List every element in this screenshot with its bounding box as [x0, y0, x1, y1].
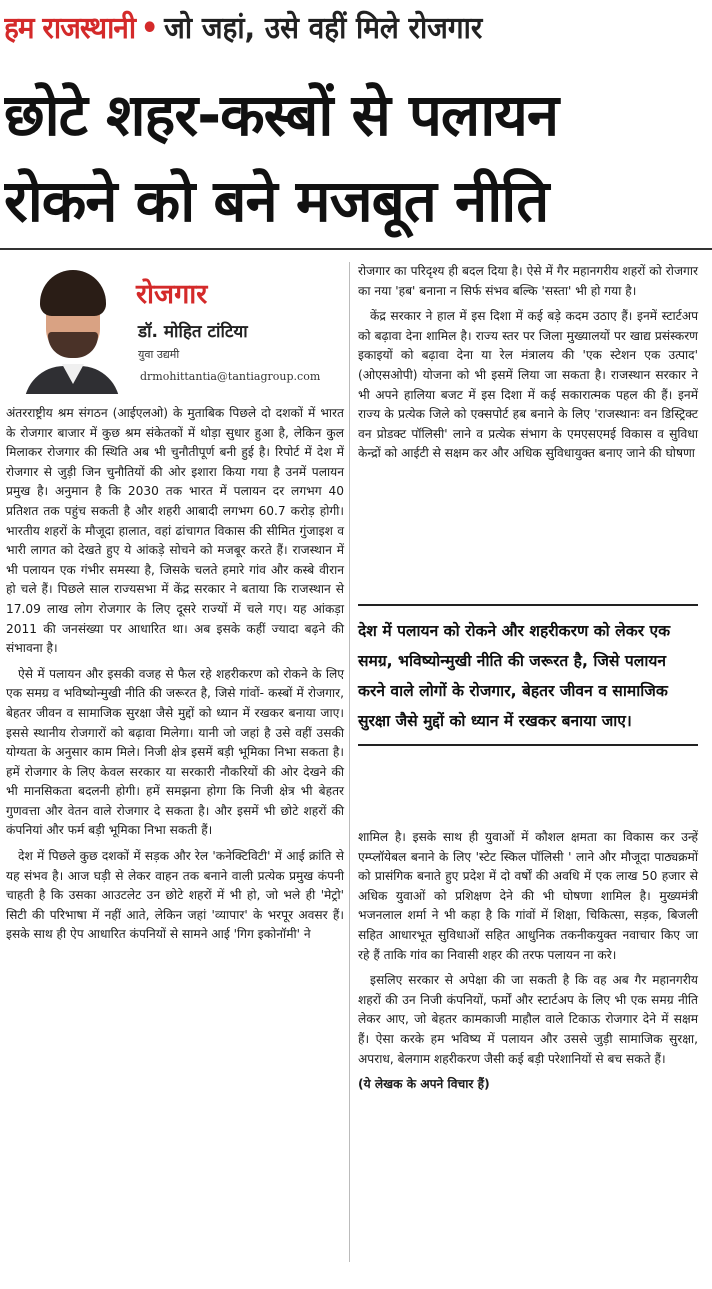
bullet-dot-icon: • — [140, 11, 159, 46]
kicker-tagline: जो जहां, उसे वहीं मिले रोजगार — [164, 11, 483, 46]
paragraph: अंतरराष्ट्रीय श्रम संगठन (आईएलओ) के मुताबिक पिछले दो दशकों में भारत के रोजगार बाजार में कुछ श्रम संकेतकों में थोड़ा सुधार हुआ है, लेकिन कुल मिलाकर रोजगार की स्थिति अब भी चुनौतीपूर्ण बनी हुई है। रिपोर्ट में देश में रोजगार से जुड़ी जिन चुनौतियों की ओर इशारा किया गया है उनमें पलायन प्रमुख है। अनुमान है कि 2030 तक भारत में पलायन दर लगभग 40 प्रतिशत तक पहुंच सकती है और शहरी आबादी लगभग 60.7 करोड़ होगी। भारतीय शहरों के मौजूदा हालात, वहां ढांचागत विकास की सीमित गुंजाइश व भारी लागत को देखते हुए ये आंकड़े सोचने को मजबूर करते हैं। राजस्थान में भी पलायन एक गंभीर समस्या है, जिसके चलते हमारे गांव और कस्बे वीरान हो चले हैं। पिछले साल राज्यसभा में केंद्र सरकार ने बताया कि राजस्थान से 17.09 लाख लोग रोजगार के लिए दूसरे राज्यों में चले गए। यह आंकड़ा 2011 की जनसंख्या पर आधारित था। अब इसके कहीं ज्यादा बढ़ने की संभावना है। — [6, 406, 344, 656]
column-divider — [349, 262, 350, 1262]
author-disclaimer: (ये लेखक के अपने विचार हैं) — [358, 1077, 490, 1092]
headline-line-2: रोकने को बने मजबूत नीति — [4, 167, 549, 235]
article-right-column-bottom — [358, 828, 698, 1101]
paragraph: इसलिए सरकार से अपेक्षा की जा सकती है कि वह अब गैर महानगरीय शहरों की उन निजी कंपनियों, फर्मों और स्टार्टअप के लिए भी एक समग्र नीति लेकर आए, जो बेहतर कामकाजी माहौल वाले टिकाऊ रोजगार देने में सक्षम हैं। ऐसा करके हम भविष्य में पलायन और उससे जुड़ी सामाजिक सुरक्षा, अपराध, बेलगाम शहरीकरण जैसी कई बड़ी परेशानियों से बच सकते हैं। — [358, 973, 698, 1066]
header-divider — [0, 248, 712, 250]
author-box — [4, 262, 346, 400]
headline-line-1: छोटे शहर-कस्बों से पलायन — [4, 81, 559, 149]
headline — [4, 72, 708, 244]
author-email: drmohittantia@tantiagroup.com — [140, 370, 321, 383]
article-left-column — [6, 404, 344, 951]
author-role: युवा उद्यमी — [138, 348, 180, 361]
author-photo — [24, 270, 120, 394]
column-tag: रोजगार — [136, 279, 208, 310]
paragraph: देश में पिछले कुछ दशकों में सड़क और रेल 'कनेक्टिविटी' में आई क्रांति से यह संभव है। आज घड़ी से लेकर वाहन तक बनाने वाली प्रत्येक प्रमुख कंपनी चाहती है कि उसका आउटलेट उन छोटे शहरों में भी हो, जो भले ही 'मेट्रो' सिटी की परिभाषा में नहीं आते, लेकिन जहां 'व्यापार' के भरपूर अवसर हैं। इसके साथ ही ऐप आधारित कंपनियों से सामने आई 'गिग इकोनॉमी' ने — [6, 849, 344, 942]
paragraph: केंद्र सरकार ने हाल में इस दिशा में कई बड़े कदम उठाए हैं। इनमें स्टार्टअप को बढ़ावा देना शामिल है। राज्य स्तर पर जिला मुख्यालयों पर खाद्य प्रसंस्करण इकाइयों को बढ़ावा देना या रेल मंत्रालय की 'एक स्टेशन एक उत्पाद' (ओएसओपी) योजना को भी इसमें लिया जा सकता है। राजस्थान सरकार ने भी अपने हालिया बजट में इस दिशा में कई सकारात्मक पहल की हैं। इनमें राज्य के प्रत्येक जिले को एक्सपोर्ट हब बनाने के लिए 'राजस्थानः वन डिस्ट्रिक्ट वन प्रोडक्ट पॉलिसी' लाने व प्रत्येक संभाग के एमएसएमई विकास व सुविधा केन्द्रों को आईटी से सक्षम कर और अधिक सुविधायुक्त बनाए जाने की घोषणा — [358, 309, 698, 461]
kicker-line — [4, 8, 659, 50]
paragraph: रोजगार का परिदृश्य ही बदल दिया है। ऐसे में गैर महानगरीय शहरों को रोजगार का नया 'हब' बनाना न सिर्फ संभव बल्कि 'सस्ता' भी हो गया है। — [358, 264, 698, 298]
article-right-column-top — [358, 262, 698, 470]
pull-quote: देश में पलायन को रोकने और शहरीकरण को लेकर एक समग्र, भविष्योन्मुखी नीति की जरूरत है, जिसे पलायन करने वाले लोगों के रोजगार, बेहतर जीवन व सामाजिक सुरक्षा जैसे मुद्दों को ध्यान में रखकर बनाया जाए। — [358, 604, 698, 746]
paragraph: शामिल है। इसके साथ ही युवाओं में कौशल क्षमता का विकास कर उन्हें एम्प्लॉयेबल बनाने के लिए 'स्टेट स्किल पॉलिसी ' लाने और मौजूदा पाठ्यक्रमों को प्रासंगिक बनाते हुए प्रदेश में दो वर्षों की अवधि में एक लाख 50 हजार से अधिक युवाओं को प्रशिक्षण देने की भी घोषणा शामिल है। मुख्यमंत्री भजनलाल शर्मा ने भी कहा है कि गांवों में शिक्षा, चिकित्सा, सड़क, बिजली सहित आधारभूत सुविधाओं सहित आधुनिक तकनीकयुक्त नवाचार किए जा रहे हैं ताकि गांव का निवासी शहर की तरफ पलायन ना करे। — [358, 830, 698, 962]
paragraph: ऐसे में पलायन और इसकी वजह से फैल रहे शहरीकरण को रोकने के लिए एक समग्र व भविष्योन्मुखी नीति की जरूरत है, जिसे गांवों- कस्बों में रोजगार, बेहतर जीवन व सामाजिक सुरक्षा जैसे मुद्दों को ध्यान में रखकर बनाया जाए। इससे स्थानीय रोजगारों को बढ़ावा मिलेगा। यानी जो जहां है उसे वहीं उसकी योग्यता के अनुसार काम मिले। निजी क्षेत्र इसमें बड़ी भूमिका निभा सकता है। हमें रोजगार के लिए केवल सरकार या सरकारी नौकरियों की ओर देखने की भी मानसिकता बदलनी होगी। हमें समझना होगा कि निजी क्षेत्र भी बेहतर गुणवत्ता और वेतन वाले रोजगार दे सकता है। और इसमें भी छोटे शहरों की कंपनियां और फर्म बड़ी भूमिका निभा सकती हैं। — [6, 666, 344, 838]
author-name: डॉ. मोहित टांटिया — [138, 322, 248, 342]
column-brand: हम राजस्थानी — [4, 11, 136, 46]
